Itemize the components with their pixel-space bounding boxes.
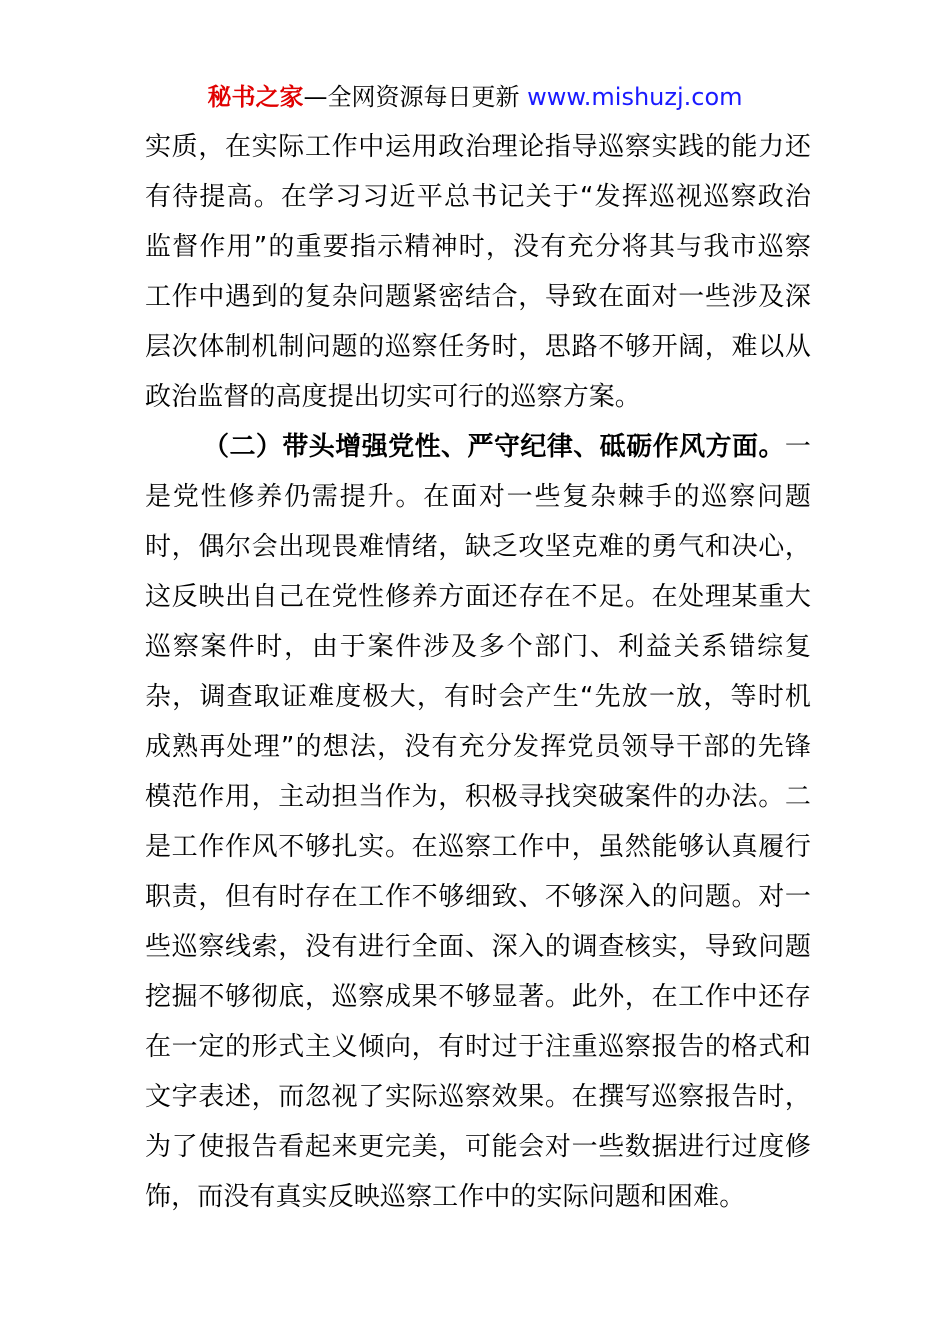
heading-tail-text: 一: [784, 432, 811, 462]
text-line: 为了使报告看起来更完美，可能会对一些数据进行过度修: [145, 1132, 811, 1162]
text-line: 这反映出自己在党性修养方面还存在不足。在处理某重大: [145, 582, 811, 612]
text-line: 些巡察线索，没有进行全面、深入的调查核实，导致问题: [145, 932, 811, 962]
section-heading-line: [145, 422, 811, 472]
site-header: [0, 80, 950, 114]
text-line: 饰，而没有真实反映巡察工作中的实际问题和困难。: [145, 1182, 746, 1212]
paragraph-1: [145, 122, 811, 422]
text-line: 有待提高。在学习习近平总书记关于“发挥巡视巡察政治: [145, 182, 811, 212]
paragraph-2: [145, 422, 811, 1222]
text-line: 是党性修养仍需提升。在面对一些复杂棘手的巡察问题: [145, 482, 811, 512]
text-line: 职责，但有时存在工作不够细致、不够深入的问题。对一: [145, 882, 811, 912]
text-line: 实质，在实际工作中运用政治理论指导巡察实践的能力还: [145, 132, 811, 162]
text-line: 是工作作风不够扎实。在巡察工作中，虽然能够认真履行: [145, 832, 811, 862]
text-line: 政治监督的高度提出切实可行的巡察方案。: [145, 382, 641, 412]
text-line: 监督作用”的重要指示精神时，没有充分将其与我市巡察: [145, 232, 811, 262]
text-line: 挖掘不够彻底，巡察成果不够显著。此外，在工作中还存: [145, 982, 811, 1012]
text-line: 巡察案件时，由于案件涉及多个部门、利益关系错综复: [145, 632, 811, 662]
site-tagline: —全网资源每日更新: [303, 83, 528, 111]
document-body: [145, 122, 811, 1222]
text-line: 模范作用，主动担当作为，积极寻找突破案件的办法。二: [145, 782, 811, 812]
text-line: 时，偶尔会出现畏难情绪，缺乏攻坚克难的勇气和决心，: [145, 532, 811, 562]
text-line: 杂，调查取证难度极大，有时会产生“先放一放，等时机: [145, 682, 811, 712]
site-brand: 秘书之家: [207, 83, 304, 111]
text-line: 成熟再处理”的想法，没有充分发挥党员领导干部的先锋: [145, 732, 811, 762]
text-line: 文字表述，而忽视了实际巡察效果。在撰写巡察报告时，: [145, 1082, 811, 1112]
section-heading: （二）带头增强党性、严守纪律、砥砺作风方面。: [203, 432, 785, 462]
site-url-link[interactable]: www.mishuzj.com: [527, 83, 743, 111]
text-line: 在一定的形式主义倾向，有时过于注重巡察报告的格式和: [145, 1032, 811, 1062]
text-line: 工作中遇到的复杂问题紧密结合，导致在面对一些涉及深: [145, 282, 811, 312]
text-line: 层次体制机制问题的巡察任务时，思路不够开阔，难以从: [145, 332, 811, 362]
